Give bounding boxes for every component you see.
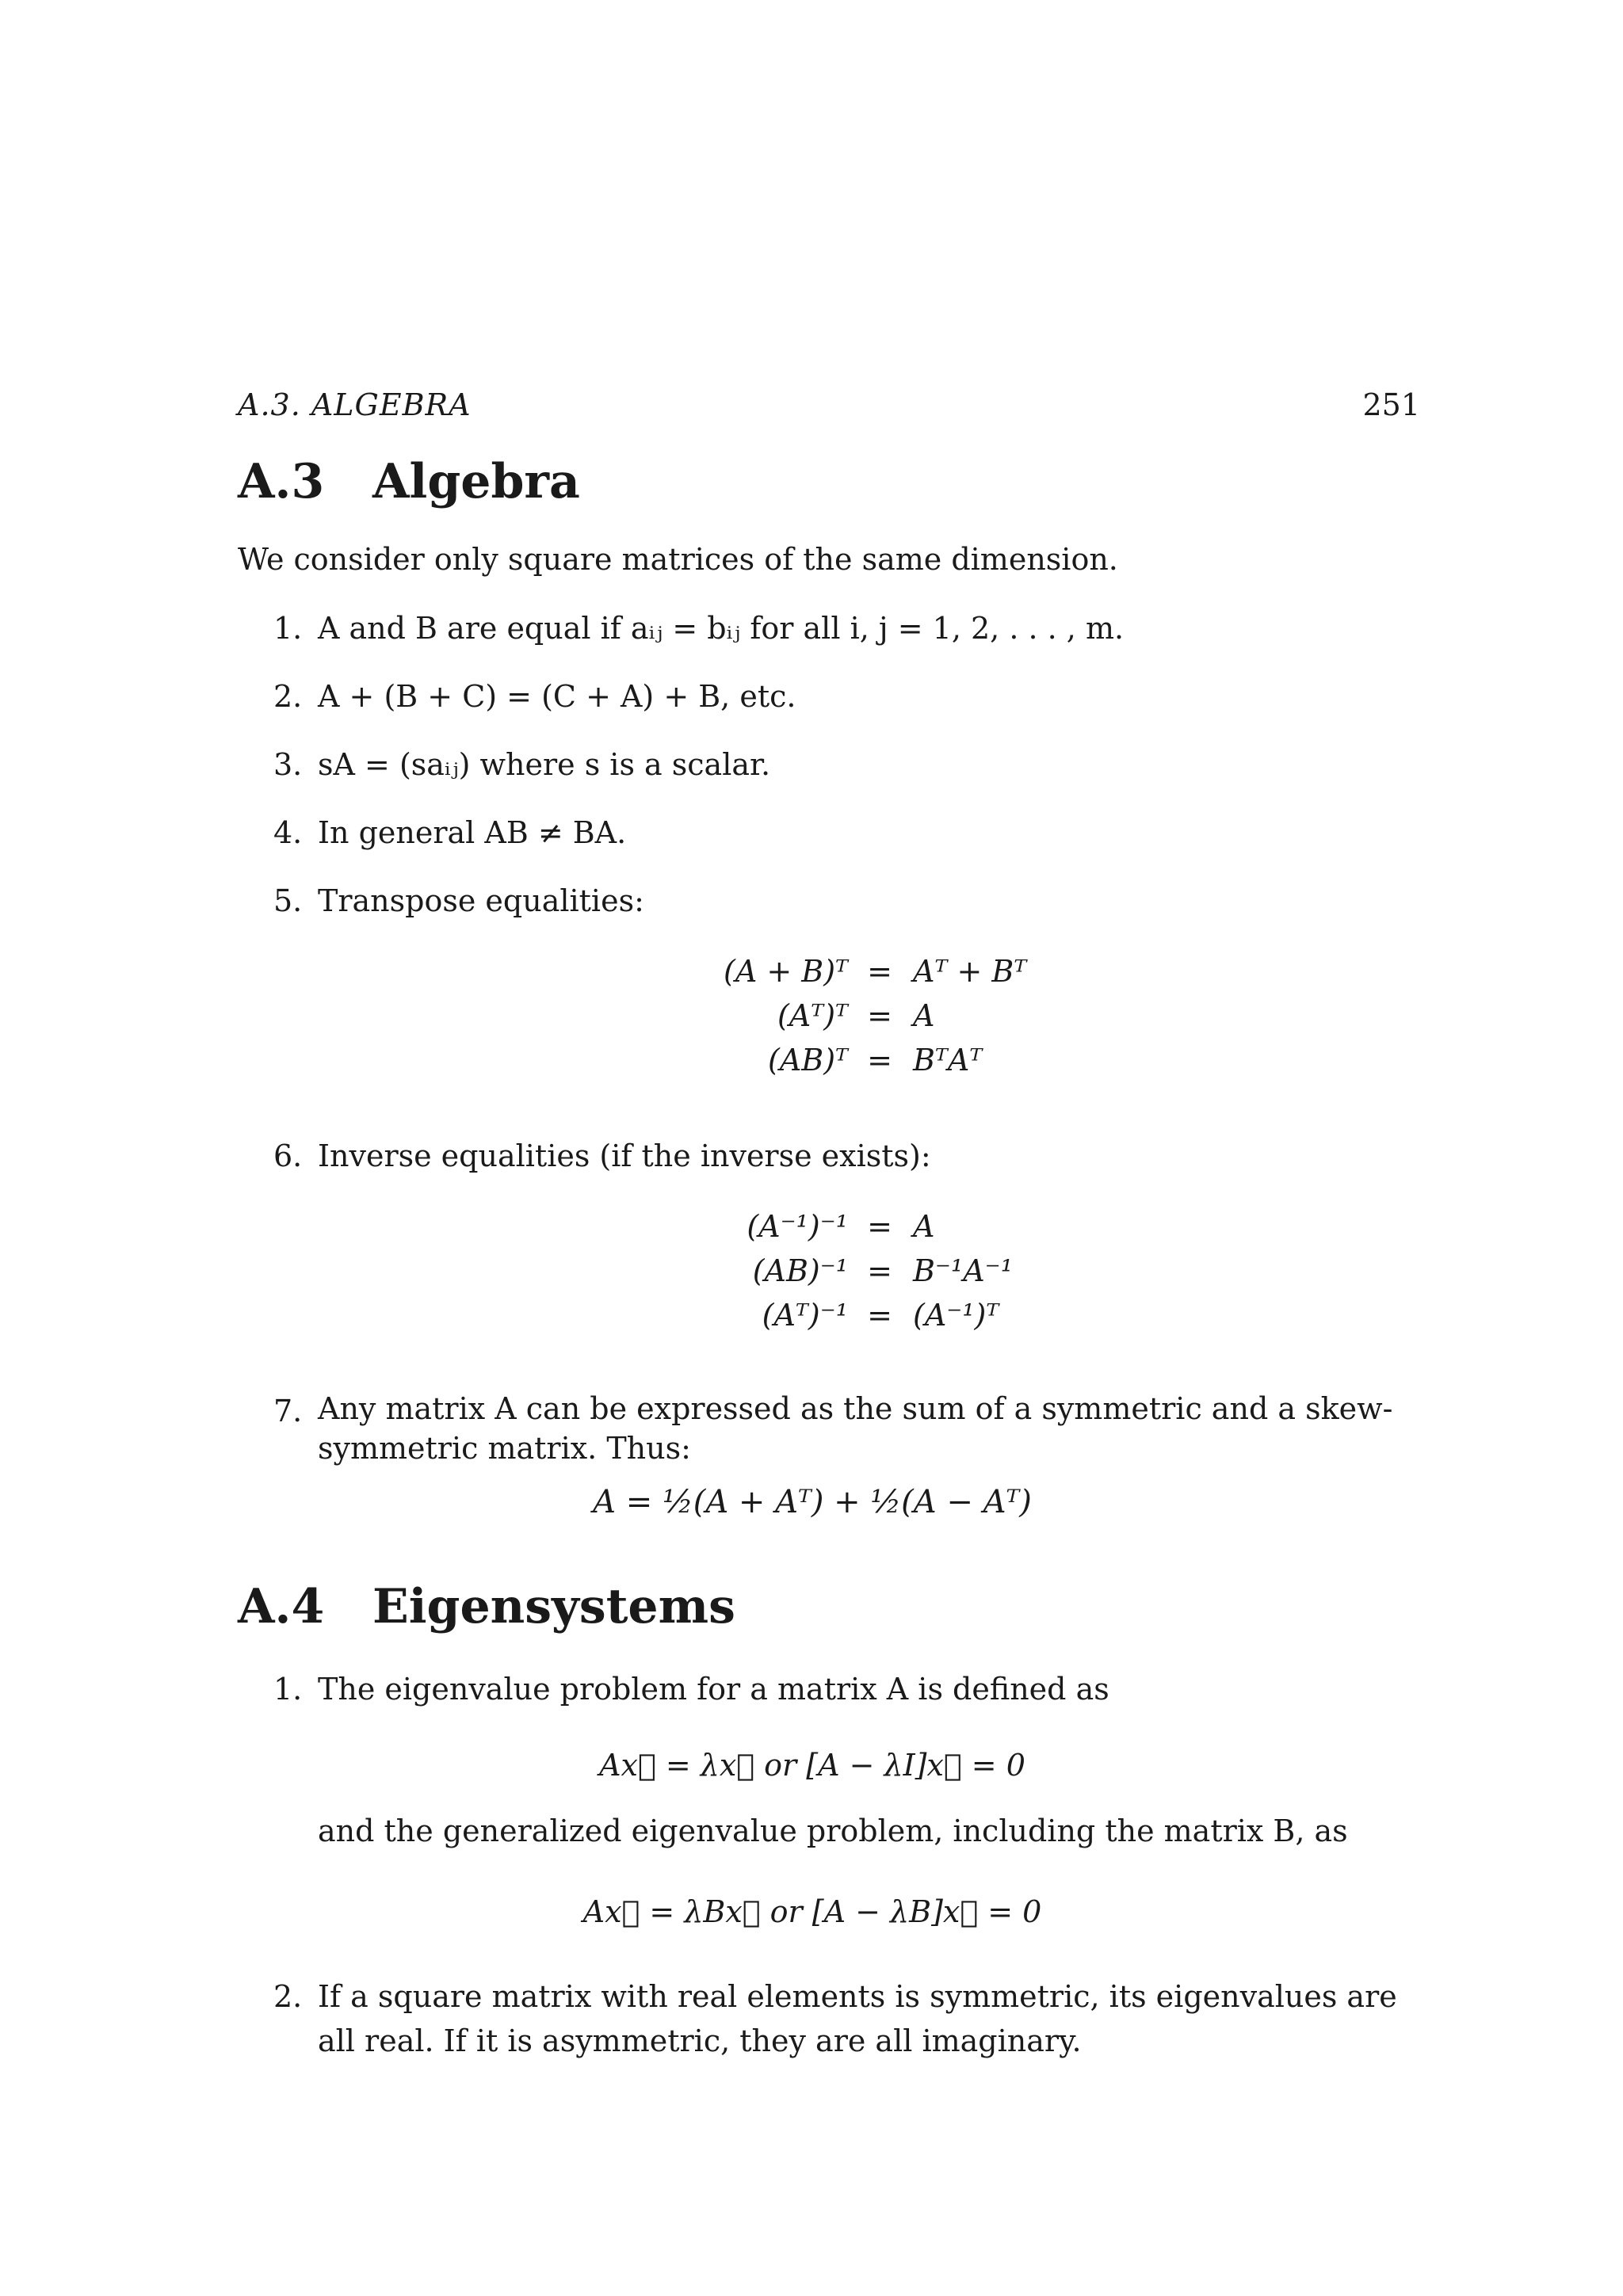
section-number: A.4 <box>238 1579 325 1634</box>
equation-rhs: BᵀAᵀ <box>913 1043 983 1077</box>
item-text: A + (B + C) = (C + A) + B, etc. <box>318 679 796 714</box>
equation-rhs: A <box>913 998 935 1033</box>
item-number: 4. <box>273 815 303 850</box>
equation-row <box>634 994 1109 1038</box>
equation-lhs: (A⁻¹)⁻¹ <box>747 1209 848 1244</box>
item-text: Inverse equalities (if the inverse exists): <box>318 1138 931 1173</box>
equation-lhs: (A + B)ᵀ <box>724 954 848 989</box>
running-head-section: A.3. ALGEBRA <box>238 387 472 422</box>
section-title: Eigensystems <box>372 1579 735 1634</box>
equation-relation: = <box>867 1298 892 1333</box>
item-text: In general AB ≠ BA. <box>318 815 627 850</box>
decomposition-equation: A = ½(A + Aᵀ) + ½(A − Aᵀ) <box>593 1484 1032 1520</box>
equation-lhs: (Aᵀ)⁻¹ <box>762 1298 848 1333</box>
inverse-equations <box>634 1204 1109 1337</box>
section-heading-a4 <box>238 1579 735 1634</box>
item-number: 3. <box>273 747 303 782</box>
equation-row <box>634 1293 1109 1337</box>
section-number: A.3 <box>238 454 325 509</box>
equation-rhs: B⁻¹A⁻¹ <box>913 1253 1013 1288</box>
item-number: 7. <box>273 1394 303 1428</box>
eigenvalue-equation: Ax⃗ = λx⃗ or [A − λI]x⃗ = 0 <box>599 1748 1025 1783</box>
equation-lhs: (Aᵀ)ᵀ <box>777 998 848 1033</box>
item-text: Any matrix A can be expressed as the sum of a symmetric and a skew-symmetric matrix. Thus: <box>318 1391 1393 1466</box>
generalized-eigenvalue-equation: Ax⃗ = λBx⃗ or [A − λB]x⃗ = 0 <box>582 1894 1042 1929</box>
item-number: 2. <box>273 1979 303 2014</box>
item-text: A and B are equal if aᵢⱼ = bᵢⱼ for all i, j = 1, 2, . . . , m. <box>318 611 1125 646</box>
equation-rhs: Aᵀ + Bᵀ <box>913 954 1027 989</box>
equation-lhs: (AB)⁻¹ <box>752 1253 848 1288</box>
item-number: 1. <box>273 1672 303 1707</box>
item-text: sA = (saᵢⱼ) where s is a scalar. <box>318 747 771 782</box>
transpose-equations <box>634 949 1109 1082</box>
equation-relation: = <box>867 954 892 989</box>
equation-relation: = <box>867 1043 892 1077</box>
equation-row <box>634 1249 1109 1293</box>
item-text: The eigenvalue problem for a matrix A is defined as <box>318 1672 1109 1707</box>
item-number: 2. <box>273 679 303 714</box>
equation-relation: = <box>867 998 892 1033</box>
equation-row <box>634 1038 1109 1082</box>
equation-row <box>634 1204 1109 1249</box>
generalized-intro: and the generalized eigenvalue problem, including the matrix B, as <box>318 1814 1348 1848</box>
equation-rhs: (A⁻¹)ᵀ <box>913 1298 999 1333</box>
item-text: Transpose equalities: <box>318 883 644 918</box>
section-heading-a3 <box>238 454 580 509</box>
equation-row <box>634 949 1109 994</box>
equation-relation: = <box>867 1253 892 1288</box>
intro-paragraph: We consider only square matrices of the same dimension. <box>238 542 1118 577</box>
section-title: Algebra <box>372 454 580 509</box>
page-number: 251 <box>1362 387 1420 422</box>
item-number: 6. <box>273 1138 303 1173</box>
equation-rhs: A <box>913 1209 935 1244</box>
item-number: 1. <box>273 611 303 646</box>
running-head <box>238 387 1420 423</box>
item-text: If a square matrix with real elements is symmetric, its eigenvalues are all real. If it is asymmetric, they are all imaginary. <box>318 1979 1397 2058</box>
equation-relation: = <box>867 1209 892 1244</box>
item-number: 5. <box>273 883 303 918</box>
equation-lhs: (AB)ᵀ <box>768 1043 848 1077</box>
